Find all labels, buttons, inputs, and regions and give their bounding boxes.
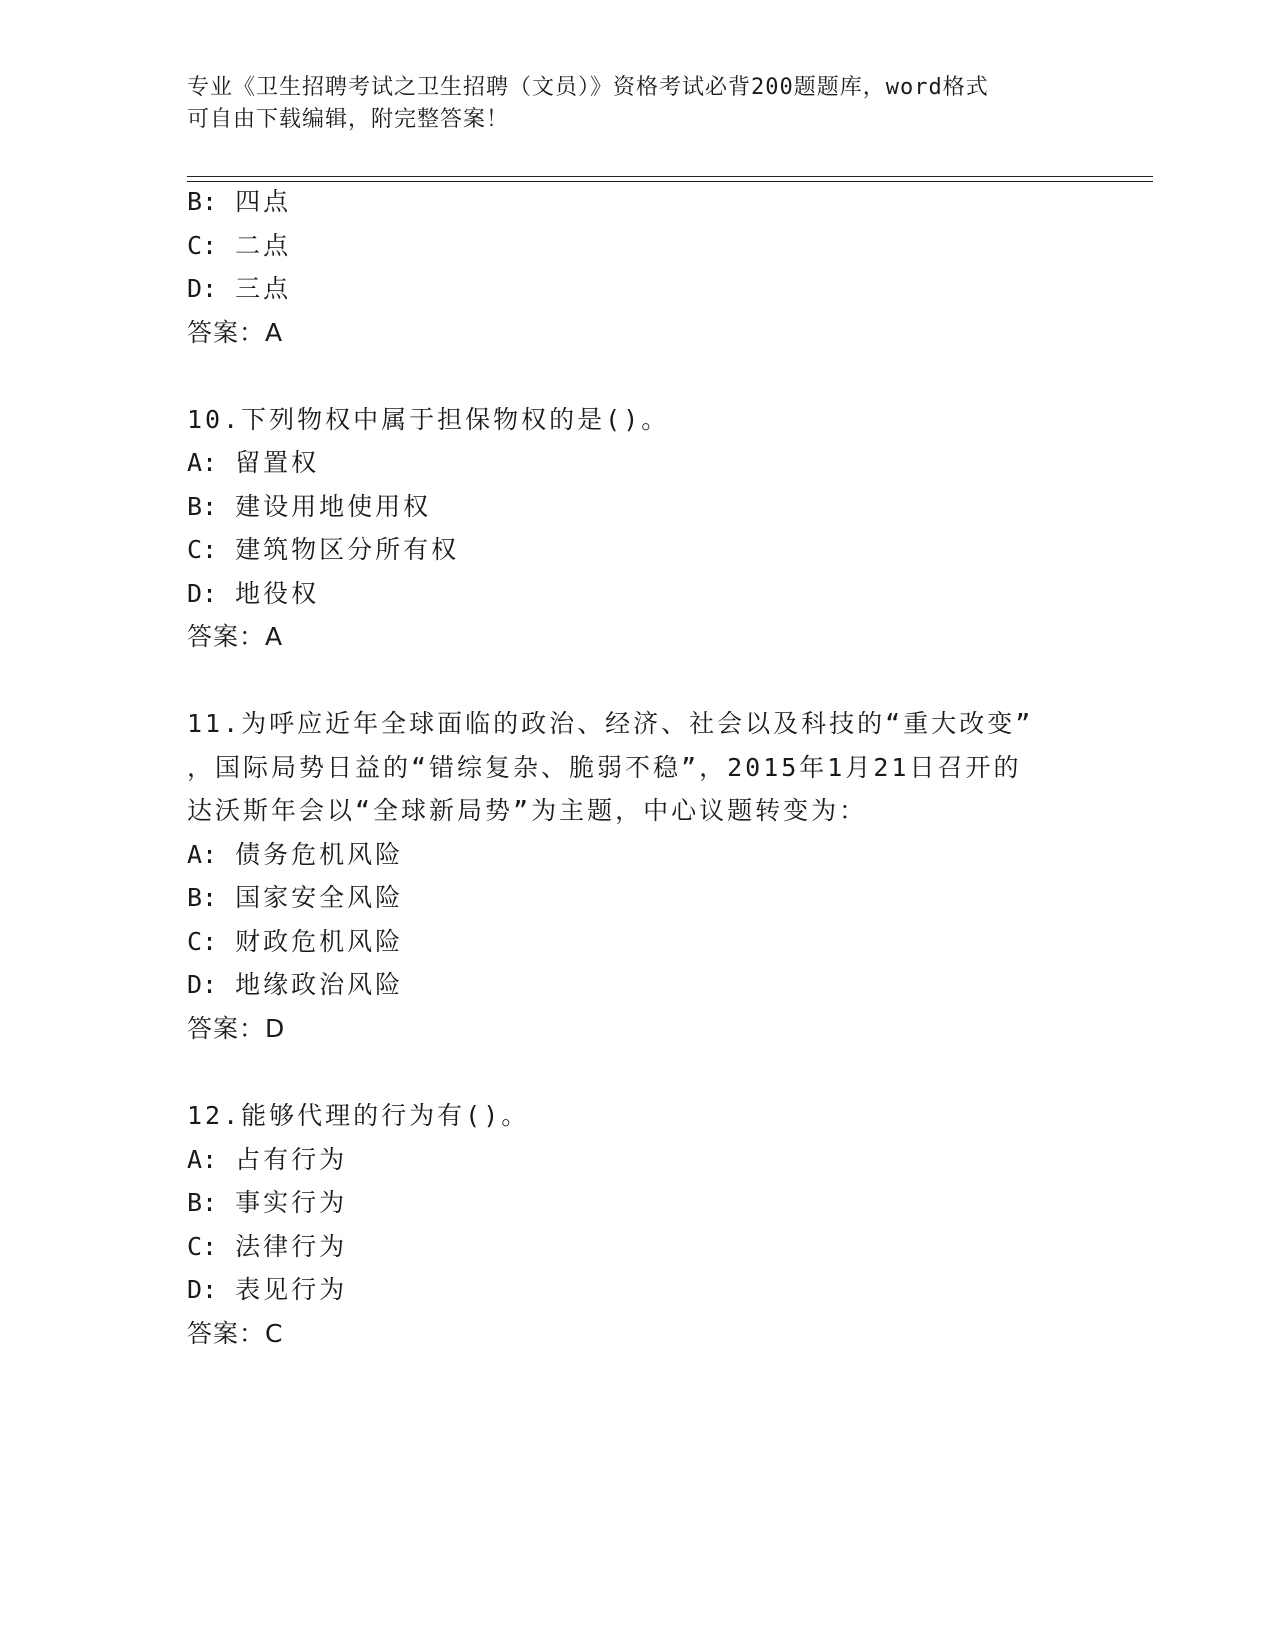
q10-option-d: D: 地役权	[187, 579, 320, 608]
q11-stem-line-2: ，国际局势日益的“错综复杂、脆弱不稳”，2015年1月21日召开的	[187, 753, 1022, 782]
q12-stem: 12.能够代理的行为有()。	[187, 1101, 530, 1130]
header-line-1: 专业《卫生招聘考试之卫生招聘（文员）》资格考试必背200题题库，word格式	[187, 75, 989, 100]
q11-stem-line-3: 达沃斯年会以“全球新局势”为主题，中心议题转变为：	[187, 796, 868, 825]
q10-answer: 答案：A	[187, 622, 284, 651]
q11-option-b: B: 国家安全风险	[187, 883, 404, 912]
q12-option-b: B: 事实行为	[187, 1188, 348, 1217]
q9-option-d: D: 三点	[187, 274, 292, 303]
q10-option-b: B: 建设用地使用权	[187, 492, 432, 521]
q12-answer: 答案：C	[187, 1319, 284, 1348]
q12-option-a: A: 占有行为	[187, 1145, 348, 1174]
header-line-2: 可自由下载编辑，附完整答案！	[187, 107, 510, 132]
q11-stem-line-1: 11.为呼应近年全球面临的政治、经济、社会以及科技的“重大改变”	[187, 709, 1034, 738]
q12-option-d: D: 表见行为	[187, 1275, 348, 1304]
q11-option-d: D: 地缘政治风险	[187, 970, 404, 999]
q12-option-c: C: 法律行为	[187, 1232, 348, 1261]
q9-option-c: C: 二点	[187, 231, 292, 260]
header-divider-top	[187, 176, 1153, 177]
q9-option-b: B: 四点	[187, 187, 292, 216]
q11-option-c: C: 财政危机风险	[187, 927, 404, 956]
q9-answer: 答案：A	[187, 318, 284, 347]
q10-option-c: C: 建筑物区分所有权	[187, 535, 460, 564]
document-header	[187, 72, 1087, 136]
header-divider-bottom	[187, 181, 1153, 182]
q11-option-a: A: 债务危机风险	[187, 840, 404, 869]
q10-option-a: A: 留置权	[187, 448, 320, 477]
q10-stem: 10.下列物权中属于担保物权的是()。	[187, 405, 670, 434]
q11-answer: 答案：D	[187, 1014, 286, 1043]
